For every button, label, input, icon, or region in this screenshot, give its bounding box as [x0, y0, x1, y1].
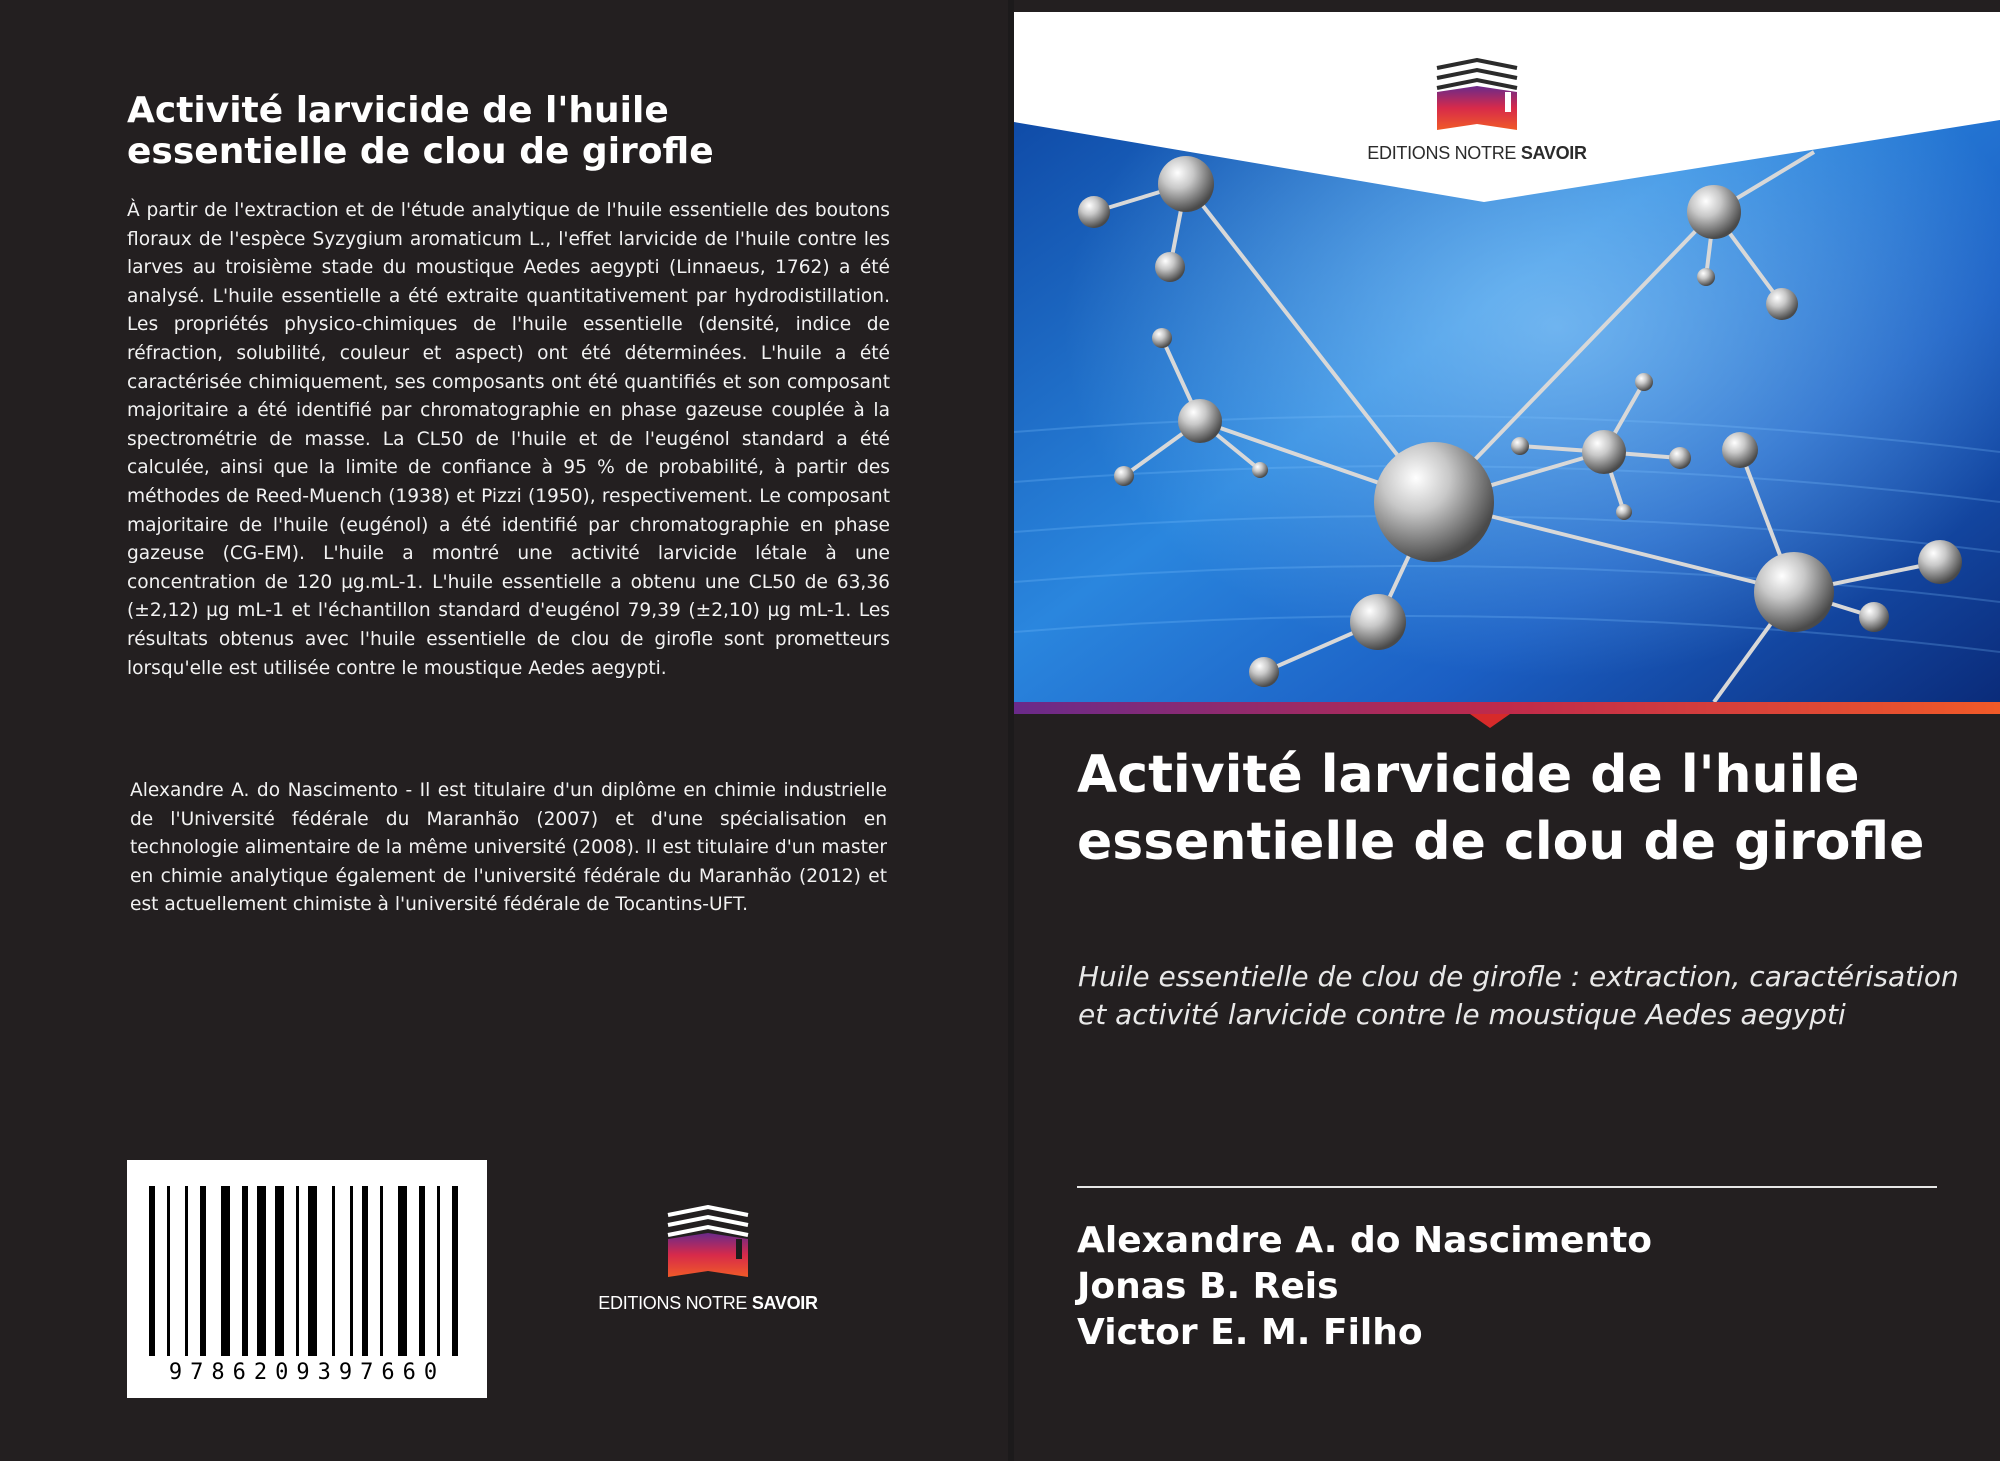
author-biography: Alexandre A. do Nascimento - Il est titulaire d'un diplôme en chimie industrielle de l'Université fédérale du Maranhão (2007) et d'une spécialisation en technologie alimentaire de la même université (2008). Il est titulaire d'un master en chimie analytique également de l'université fédérale du Maranhão (2012) et est actuellement chimiste à l'université fédérale de Tocantins-UFT.	[130, 780, 887, 916]
isbn-barcode	[127, 1160, 487, 1398]
back-cover-title: Activité larvicide de l'huile essentielle de clou de girofle	[127, 90, 714, 172]
barcode-bar	[257, 1186, 266, 1356]
barcode-bar	[275, 1186, 284, 1356]
back-publisher-name: EDITIONS NOTRE SAVOIR	[598, 1293, 818, 1313]
barcode-bar	[149, 1186, 155, 1356]
barcode-bar	[398, 1186, 407, 1356]
author-name: Alexandre A. do Nascimento	[1077, 1220, 1653, 1261]
barcode-bar	[362, 1186, 368, 1356]
barcode-bar	[380, 1186, 383, 1356]
author-name: Jonas B. Reis	[1077, 1266, 1339, 1307]
back-publisher-logo	[588, 1205, 828, 1315]
barcode-bar	[296, 1186, 299, 1356]
front-cover	[1014, 0, 2000, 1461]
barcode-bars	[127, 1160, 487, 1360]
isbn-number: 9786209397660	[168, 1360, 446, 1385]
book-stack-icon	[1429, 58, 1525, 138]
barcode-bar	[185, 1186, 188, 1356]
front-publisher-logo	[1357, 58, 1597, 168]
book-stack-icon	[660, 1205, 756, 1285]
barcode-bar	[419, 1186, 425, 1356]
back-cover-abstract: À partir de l'extraction et de l'étude analytique de l'huile essentielle des boutons floraux de l'espèce Syzygium aromaticum L., l'effet larvicide de l'huile contre les larves au troisième stade du moustique Aedes aegypti (Linnaeus, 1762) a été analysé. L'huile essentielle a été extraite quantitativement par hydrodistillation. Les propriétés physico-chimiques de l'huile essentielle (densité, indice de réfraction, solubilité, couleur et aspect) ont été déterminées. L'huile a été caractérisée chimiquement, ses composants ont été quantifiés et son composant majoritaire a été identifié par chromatographie en phase gazeuse couplée à la spectrométrie de masse. La CL50 de l'huile et de l'eugénol standard a été calculée, ainsi que la limite de confiance à 95 % de probabilité, à partir des méthodes de Reed-Muench (1938) et Pizzi (1950), respectivement. Le composant majoritaire de l'huile (eugénol) a été identifié par chromatographie en phase gazeuse (CG-EM). L'huile a montré une activité larvicide létale à une concentration de 120 µg.mL-1. L'huile essentielle a obtenu une CL50 de 63,36 (±2,12) µg mL-1 et l'échantillon standard d'eugénol 79,39 (±2,10) µg mL-1. Les résultats obtenus avec l'huile essentielle de clou de girofle sont prometteurs lorsqu'elle est utilisée contre le moustique Aedes aegypti.	[127, 200, 890, 679]
title-author-divider	[1077, 1186, 1937, 1188]
barcode-bar	[200, 1186, 206, 1356]
barcode-bar	[221, 1186, 230, 1356]
author-list	[1077, 1218, 1957, 1356]
barcode-bar	[350, 1186, 353, 1356]
front-cover-subtitle: Huile essentielle de clou de girofle : extraction, caractérisation et activité larvicide contre le moustique Aedes aegypti	[1078, 960, 1959, 1031]
author-name: Victor E. M. Filho	[1077, 1312, 1423, 1353]
front-cover-title: Activité larvicide de l'huile essentielle de clou de girofle	[1077, 745, 1925, 872]
barcode-bar	[437, 1186, 440, 1356]
barcode-bar	[332, 1186, 335, 1356]
barcode-bar	[167, 1186, 170, 1356]
barcode-bar	[452, 1186, 458, 1356]
barcode-bar	[242, 1186, 248, 1356]
front-publisher-name: EDITIONS NOTRE SAVOIR	[1367, 143, 1587, 163]
barcode-bar	[308, 1186, 317, 1356]
